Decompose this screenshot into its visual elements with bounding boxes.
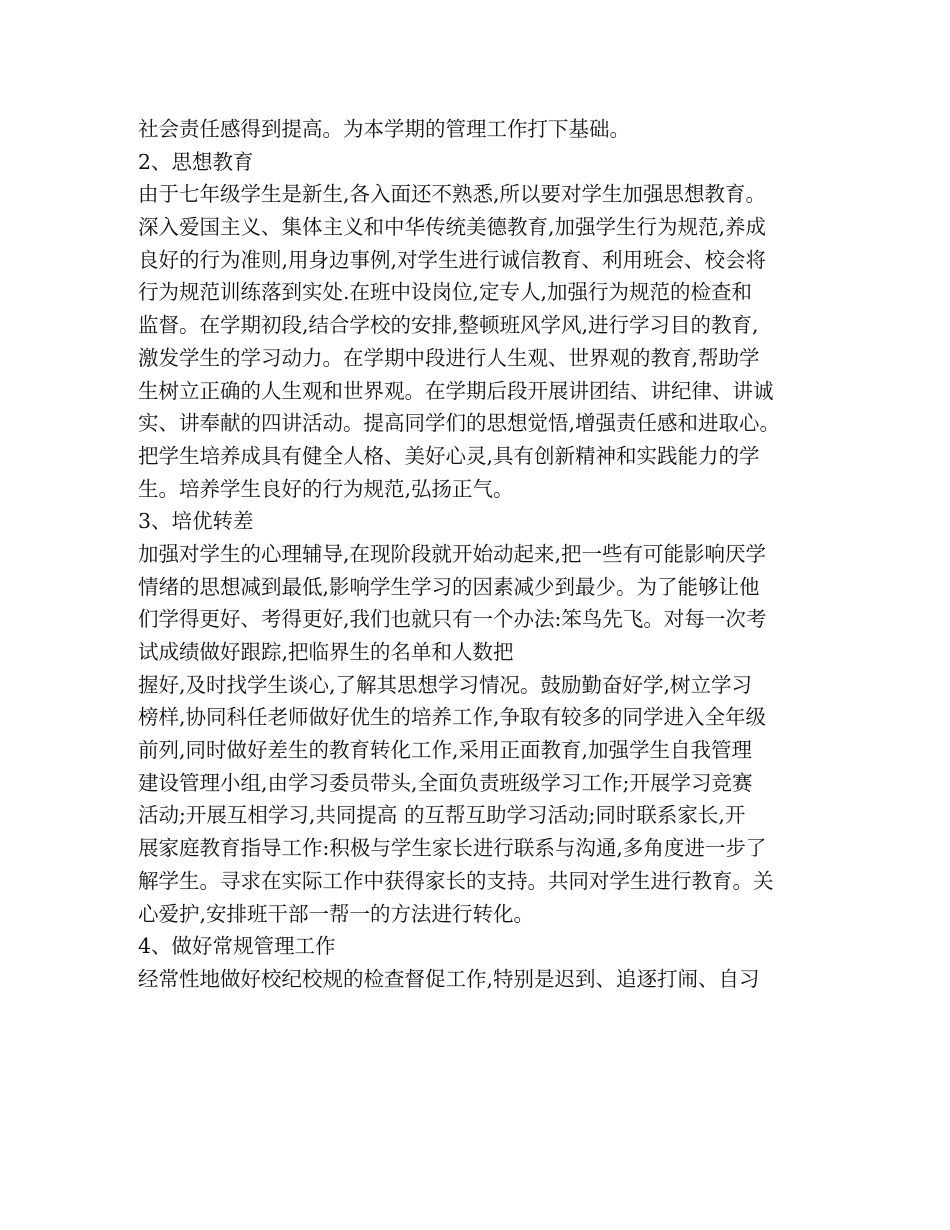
text-line: 良好的行为准则,用身边事例,对学生进行诚信教育、利用班会、校会将 [138, 247, 767, 272]
document-body [138, 113, 818, 996]
text-line: 活动;开展互相学习,共同提高 的互帮互助学习活动;同时联系家长,开 [138, 803, 746, 828]
text-line: 展家庭教育指导工作:积极与学生家长进行联系与沟通,多角度进一步了 [138, 836, 767, 861]
text-line: 生树立正确的人生观和世界观。在学期后段开展讲团结、讲纪律、讲诚 [138, 378, 774, 403]
text-line: 心爱护,安排班干部一帮一的方法进行转化。 [138, 901, 535, 926]
text-line: 生。培养学生良好的行为规范,弘扬正气。 [138, 476, 514, 501]
text-line: 由于七年级学生是新生,各入面还不熟悉,所以要对学生加强思想教育。 [138, 182, 767, 207]
text-line: 榜样,协同科任老师做好优生的培养工作,争取有较多的同学进入全年级 [138, 705, 767, 730]
text-line: 实、讲奉献的四讲活动。提高同学们的思想觉悟,增强责任感和进取心。 [138, 411, 781, 436]
text-line: 建设管理小组,由学习委员带头,全面负责班级学习工作;开展学习竞赛 [138, 770, 753, 795]
text-line: 们学得更好、考得更好,我们也就只有一个办法:笨鸟先飞。对每一次考 [138, 607, 767, 632]
text-line: 社会责任感得到提高。为本学期的管理工作打下基础。 [138, 117, 630, 141]
text-line: 把学生培养成具有健全人格、美好心灵,具有创新精神和实践能力的学 [138, 443, 760, 468]
text-line: 经常性地做好校纪校规的检查督促工作,特别是迟到、追逐打闹、自习 [138, 966, 760, 991]
text-line: 前列,同时做好差生的教育转化工作,采用正面教育,加强学生自我管理 [138, 738, 753, 763]
text-line: 试成绩做好跟踪,把临界生的名单和人数把 [138, 640, 514, 664]
text-line: 行为规范训练落到实处.在班中设岗位,定专人,加强行为规范的检查和 [138, 280, 753, 305]
text-line: 激发学生的学习动力。在学期中段进行人生观、世界观的教育,帮助学 [138, 345, 760, 370]
text-line: 握好,及时找学生谈心,了解其思想学习情况。鼓励勤奋好学,树立学习 [138, 672, 753, 697]
text-line: 监督。在学期初段,结合学校的安排,整顿班风学风,进行学习目的教育, [138, 313, 759, 338]
text-line: 深入爱国主义、集体主义和中华传统美德教育,加强学生行为规范,养成 [138, 215, 767, 240]
text-line: 加强对学生的心理辅导,在现阶段就开始动起来,把一些有可能影响厌学 [138, 541, 767, 566]
section-heading: 4、做好常规管理工作 [138, 934, 336, 959]
section-heading: 3、培优转差 [138, 509, 254, 534]
text-line: 情绪的思想减到最低,影响学生学习的因素减少到最少。为了能够让他 [138, 574, 760, 599]
section-heading: 2、思想教育 [138, 149, 254, 174]
text-line: 解学生。寻求在实际工作中获得家长的支持。共同对学生进行教育。关 [138, 868, 774, 893]
